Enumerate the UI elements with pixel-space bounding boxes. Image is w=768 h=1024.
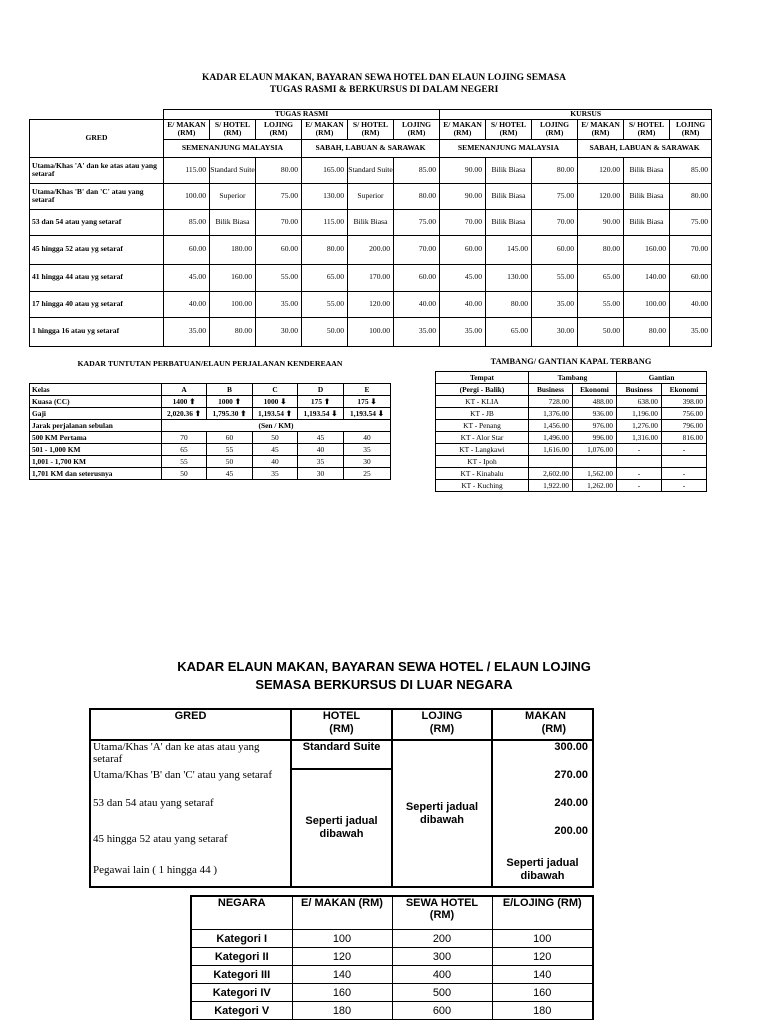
value-cell: 75.00 <box>670 209 712 235</box>
table-row <box>436 444 707 456</box>
fare-cell: 976.00 <box>573 420 617 432</box>
value-cell: 140 <box>292 966 392 984</box>
hotel-standard-suite: Standard Suite <box>291 740 392 769</box>
group-kursus: KURSUS <box>440 110 712 120</box>
col-lojing: LOJING (RM) <box>394 119 440 139</box>
value-cell: 35.00 <box>670 317 712 346</box>
value-cell: 300 <box>392 948 492 966</box>
gred-cell: 53 dan 54 atau yang setaraf <box>90 797 291 825</box>
value-cell: 180.00 <box>210 235 256 264</box>
row-label: 1,001 - 1,700 KM <box>30 456 162 468</box>
value-cell: 1000 ⬇ <box>253 396 298 408</box>
value-cell: 70.00 <box>440 209 486 235</box>
category-cell: Kategori II <box>191 948 292 966</box>
value-cell: B <box>207 384 253 396</box>
value-cell: 70.00 <box>670 235 712 264</box>
makan-cell: 270.00 <box>492 769 593 797</box>
category-cell: Kategori V <box>191 1002 292 1020</box>
value-cell: 50.00 <box>302 317 348 346</box>
value-cell: Superior <box>210 183 256 209</box>
makan-cell: 300.00 <box>492 740 593 769</box>
value-cell: 1,193.54 ⬆ <box>253 408 298 420</box>
value-cell: 115.00 <box>302 209 348 235</box>
value-cell: 180 <box>492 1002 593 1020</box>
h-pergi-balik: (Pergi - Balik) <box>436 384 529 396</box>
gred-cell: Utama/Khas 'A' dan ke atas atau yang setaraf <box>30 157 164 183</box>
value-cell: 120 <box>492 948 593 966</box>
fare-cell: 1,196.00 <box>617 408 662 420</box>
table-row <box>30 183 712 209</box>
value-cell: 75.00 <box>394 209 440 235</box>
value-cell: 200 <box>392 930 492 948</box>
value-cell: 160 <box>492 984 593 1002</box>
gred-cell: Utama/Khas 'B' dan 'C' atau yang setaraf <box>30 183 164 209</box>
row-label: 500 KM Pertama <box>30 432 162 444</box>
makan-cell: 240.00 <box>492 797 593 825</box>
gred-cell: 45 hingga 52 atau yg setaraf <box>30 235 164 264</box>
fare-cell: 1,076.00 <box>573 444 617 456</box>
value-cell: 80.00 <box>624 317 670 346</box>
col-lojing: LOJING (RM) <box>532 119 578 139</box>
fare-cell: 398.00 <box>662 396 707 408</box>
gred-cell: Utama/Khas 'B' dan 'C' atau yang setaraf <box>90 769 291 797</box>
place-cell: KT - KLIA <box>436 396 529 408</box>
value-cell: 175 ⬆ <box>298 396 344 408</box>
value-cell: 160 <box>292 984 392 1002</box>
value-cell: 2,020.36 ⬆ <box>162 408 207 420</box>
value-cell: Bilik Biasa <box>624 157 670 183</box>
value-cell: 85.00 <box>394 157 440 183</box>
value-cell: 120.00 <box>578 157 624 183</box>
value-cell: 115.00 <box>164 157 210 183</box>
fare-cell: 796.00 <box>662 420 707 432</box>
value-cell: 45 <box>207 468 253 480</box>
value-cell: Standard Suite <box>348 157 394 183</box>
value-cell: 30 <box>298 468 344 480</box>
mileage-table <box>29 383 391 480</box>
value-cell: 120 <box>292 948 392 966</box>
row-label: 501 - 1,000 KM <box>30 444 162 456</box>
value-cell: 80.00 <box>578 235 624 264</box>
value-cell: 55.00 <box>256 264 302 291</box>
value-cell: 160.00 <box>624 235 670 264</box>
doc4-title-line2: SEMASA BERKURSUS DI LUAR NEGARA <box>255 677 513 692</box>
table-row <box>30 468 391 480</box>
place-cell: KT - Kuching <box>436 480 529 492</box>
value-cell: 70 <box>162 432 207 444</box>
fare-cell: 1,616.00 <box>529 444 573 456</box>
value-cell: 140.00 <box>624 264 670 291</box>
value-cell: 45.00 <box>164 264 210 291</box>
place-cell: KT - Penang <box>436 420 529 432</box>
place-cell: KT - Kinabalu <box>436 468 529 480</box>
fare-cell <box>662 456 707 468</box>
value-cell: 50 <box>162 468 207 480</box>
value-cell: 80.00 <box>394 183 440 209</box>
value-cell: 30.00 <box>256 317 302 346</box>
col-e-lojing: E/LOJING (RM) <box>492 896 593 930</box>
value-cell: 70.00 <box>532 209 578 235</box>
fare-cell: 756.00 <box>662 408 707 420</box>
value-cell: 175 ⬇ <box>344 396 391 408</box>
fare-cell <box>617 456 662 468</box>
h-business: Business <box>617 384 662 396</box>
h-tempat: Tempat <box>436 372 529 384</box>
table-row <box>30 432 391 444</box>
value-cell: 1,795.30 ⬆ <box>207 408 253 420</box>
value-cell: 25 <box>344 468 391 480</box>
gred-cell: Pegawai lain ( 1 hingga 44 ) <box>90 853 291 887</box>
value-cell: 60.00 <box>440 235 486 264</box>
region-sabah: SABAH, LABUAN & SARAWAK <box>302 139 440 157</box>
value-cell: 50 <box>253 432 298 444</box>
fare-cell: - <box>662 444 707 456</box>
table-row <box>436 432 707 444</box>
value-cell: 90.00 <box>440 183 486 209</box>
col-lojing: LOJING (RM) <box>392 709 492 740</box>
value-cell: Bilik Biasa <box>348 209 394 235</box>
value-cell: 145.00 <box>486 235 532 264</box>
value-cell: 100 <box>492 930 593 948</box>
value-cell: 85.00 <box>164 209 210 235</box>
value-cell: 50 <box>207 456 253 468</box>
header-row <box>30 384 391 396</box>
fare-cell: - <box>662 480 707 492</box>
value-cell: 60.00 <box>532 235 578 264</box>
value-cell: 40 <box>344 432 391 444</box>
table-row <box>30 444 391 456</box>
col-makan: E/ MAKAN (RM) <box>164 119 210 139</box>
gred-cell: 1 hingga 16 atau yg setaraf <box>30 317 164 346</box>
value-cell: 35 <box>253 468 298 480</box>
table-row <box>436 456 707 468</box>
h-tambang: Tambang <box>529 372 617 384</box>
value-cell: A <box>162 384 207 396</box>
value-cell: Bilik Biasa <box>210 209 256 235</box>
kuasa-row <box>30 396 391 408</box>
col-hotel: S/ HOTEL (RM) <box>486 119 532 139</box>
fare-cell: - <box>617 444 662 456</box>
table-row <box>30 456 391 468</box>
gred-cell: Utama/Khas 'A' dan ke atas atau yang setaraf <box>90 740 291 769</box>
value-cell: 100 <box>292 930 392 948</box>
fare-cell: 816.00 <box>662 432 707 444</box>
col-gred: GRED <box>90 709 291 740</box>
value-cell: 40.00 <box>440 291 486 317</box>
table-row <box>436 396 707 408</box>
table-row <box>191 948 593 966</box>
value-cell: 35 <box>298 456 344 468</box>
h-gantian: Gantian <box>617 372 707 384</box>
value-cell: 80.00 <box>256 157 302 183</box>
value-cell: 65 <box>162 444 207 456</box>
table-row <box>436 480 707 492</box>
value-cell: 100.00 <box>164 183 210 209</box>
col-lojing: LOJING (RM) <box>670 119 712 139</box>
value-cell: 100.00 <box>624 291 670 317</box>
fare-cell: - <box>617 480 662 492</box>
gred-cell: 17 hingga 40 atau yg setaraf <box>30 291 164 317</box>
value-cell: 65.00 <box>486 317 532 346</box>
value-cell: 60.00 <box>670 264 712 291</box>
place-cell: KT - Alor Star <box>436 432 529 444</box>
place-cell: KT - Langkawi <box>436 444 529 456</box>
row-label: Jarak perjalanan sebulan <box>30 420 162 432</box>
value-cell: 70.00 <box>256 209 302 235</box>
value-cell: 55 <box>162 456 207 468</box>
table-row <box>191 1002 593 1020</box>
value-cell: 130.00 <box>302 183 348 209</box>
region-sabah: SABAH, LABUAN & SARAWAK <box>578 139 712 157</box>
fare-cell: 936.00 <box>573 408 617 420</box>
place-cell: KT - JB <box>436 408 529 420</box>
value-cell: 140 <box>492 966 593 984</box>
value-cell: 60.00 <box>164 235 210 264</box>
col-hotel: HOTEL (RM) <box>291 709 392 740</box>
value-cell: 40 <box>253 456 298 468</box>
table-row <box>436 408 707 420</box>
value-cell: 35.00 <box>394 317 440 346</box>
col-hotel: S/ HOTEL (RM) <box>624 119 670 139</box>
value-cell: 55.00 <box>532 264 578 291</box>
value-cell: 160.00 <box>210 264 256 291</box>
doc4-title-line1: KADAR ELAUN MAKAN, BAYARAN SEWA HOTEL / ELAUN LOJING <box>177 659 591 674</box>
category-cell: Kategori III <box>191 966 292 984</box>
value-cell: 170.00 <box>348 264 394 291</box>
fare-cell: 1,376.00 <box>529 408 573 420</box>
value-cell: 35.00 <box>532 291 578 317</box>
region-semenanjung: SEMENANJUNG MALAYSIA <box>440 139 578 157</box>
value-cell: Standard Suite <box>210 157 256 183</box>
col-lojing: LOJING (RM) <box>256 119 302 139</box>
fare-cell <box>529 456 573 468</box>
value-cell: 65.00 <box>578 264 624 291</box>
fare-cell <box>573 456 617 468</box>
fare-cell: 728.00 <box>529 396 573 408</box>
value-cell: 180 <box>292 1002 392 1020</box>
gred-cell: 41 hingga 44 atau yg setaraf <box>30 264 164 291</box>
value-cell: 1000 ⬆ <box>207 396 253 408</box>
h-business: Business <box>529 384 573 396</box>
fare-cell: - <box>662 468 707 480</box>
table-row <box>191 984 593 1002</box>
value-cell: 55.00 <box>578 291 624 317</box>
doc1-title-line1: KADAR ELAUN MAKAN, BAYARAN SEWA HOTEL DAN ELAUN LOJING SEMASA <box>201 73 567 83</box>
value-cell: 50.00 <box>578 317 624 346</box>
value-cell: D <box>298 384 344 396</box>
col-e-makan: E/ MAKAN (RM) <box>292 896 392 930</box>
value-cell: 35.00 <box>164 317 210 346</box>
value-cell: 60.00 <box>256 235 302 264</box>
value-cell: 600 <box>392 1002 492 1020</box>
gaji-row <box>30 408 391 420</box>
value-cell: Bilik Biasa <box>624 183 670 209</box>
value-cell: 120.00 <box>348 291 394 317</box>
value-cell: 40.00 <box>394 291 440 317</box>
value-cell: 80.00 <box>210 317 256 346</box>
col-hotel: S/ HOTEL (RM) <box>210 119 256 139</box>
value-cell: 40 <box>298 444 344 456</box>
category-cell: Kategori I <box>191 930 292 948</box>
value-cell: 100.00 <box>348 317 394 346</box>
fare-cell: 1,496.00 <box>529 432 573 444</box>
value-cell: 500 <box>392 984 492 1002</box>
row-label: Gaji <box>30 408 162 420</box>
value-cell: Bilik Biasa <box>624 209 670 235</box>
fare-cell: 1,316.00 <box>617 432 662 444</box>
value-cell: 75.00 <box>256 183 302 209</box>
value-cell: 1,193.54 ⬇ <box>344 408 391 420</box>
table-row <box>30 291 712 317</box>
value-cell: C <box>253 384 298 396</box>
place-cell: KT - Ipoh <box>436 456 529 468</box>
value-cell: 100.00 <box>210 291 256 317</box>
col-makan: MAKAN (RM) <box>492 709 593 740</box>
gred-cell: 53 dan 54 atau yang setaraf <box>30 209 164 235</box>
value-cell: 90.00 <box>578 209 624 235</box>
value-cell: 45 <box>298 432 344 444</box>
value-cell: Bilik Biasa <box>486 183 532 209</box>
fare-cell: - <box>617 468 662 480</box>
local-allowance-table <box>29 109 712 347</box>
table-row <box>30 209 712 235</box>
row-label: Kuasa (CC) <box>30 396 162 408</box>
value-cell: 120.00 <box>578 183 624 209</box>
col-makan: E/ MAKAN (RM) <box>302 119 348 139</box>
unit-label: (Sen / KM) <box>162 420 391 432</box>
value-cell: 165.00 <box>302 157 348 183</box>
makan-cell: Seperti jadual dibawah <box>492 853 593 887</box>
value-cell: 40.00 <box>670 291 712 317</box>
value-cell: 75.00 <box>532 183 578 209</box>
value-cell: 200.00 <box>348 235 394 264</box>
fare-cell: 2,602.00 <box>529 468 573 480</box>
table-row <box>436 468 707 480</box>
value-cell: 1,193.54 ⬇ <box>298 408 344 420</box>
row-label: Kelas <box>30 384 162 396</box>
value-cell: 1400 ⬆ <box>162 396 207 408</box>
jarak-row <box>30 420 391 432</box>
col-makan: E/ MAKAN (RM) <box>440 119 486 139</box>
value-cell: 90.00 <box>440 157 486 183</box>
value-cell: 40.00 <box>164 291 210 317</box>
value-cell: 70.00 <box>394 235 440 264</box>
value-cell: 55 <box>207 444 253 456</box>
table-row <box>30 264 712 291</box>
value-cell: 55.00 <box>302 291 348 317</box>
table-row <box>30 235 712 264</box>
fare-cell: 996.00 <box>573 432 617 444</box>
region-semenanjung: SEMENANJUNG MALAYSIA <box>164 139 302 157</box>
value-cell: Bilik Biasa <box>486 157 532 183</box>
mileage-title: KADAR TUNTUTAN PERBATUAN/ELAUN PERJALANAN KENDEREAAN <box>77 359 343 368</box>
value-cell: 60.00 <box>394 264 440 291</box>
table-row <box>191 930 593 948</box>
country-category-table <box>190 895 594 1020</box>
h-ekonomi: Ekonomi <box>662 384 707 396</box>
table-row <box>436 420 707 432</box>
fare-cell: 1,562.00 <box>573 468 617 480</box>
col-negara: NEGARA <box>191 896 292 930</box>
value-cell: E <box>344 384 391 396</box>
value-cell: 80.00 <box>302 235 348 264</box>
fare-cell: 1,262.00 <box>573 480 617 492</box>
row-label: 1,701 KM dan seterusnya <box>30 468 162 480</box>
value-cell: 400 <box>392 966 492 984</box>
makan-cell: 200.00 <box>492 825 593 853</box>
fare-cell: 488.00 <box>573 396 617 408</box>
value-cell: 60 <box>207 432 253 444</box>
group-tugas-rasmi: TUGAS RASMI <box>164 110 440 120</box>
value-cell: 65.00 <box>302 264 348 291</box>
value-cell: 45.00 <box>440 264 486 291</box>
lojing-cell: Seperti jadual dibawah <box>392 740 492 887</box>
fare-cell: 1,276.00 <box>617 420 662 432</box>
value-cell: 130.00 <box>486 264 532 291</box>
fare-cell: 1,456.00 <box>529 420 573 432</box>
gred-cell: 45 hingga 52 atau yang setaraf <box>90 825 291 853</box>
col-makan: E/ MAKAN (RM) <box>578 119 624 139</box>
overseas-allowance-table <box>89 708 594 888</box>
fare-cell: 1,922.00 <box>529 480 573 492</box>
value-cell: 30.00 <box>532 317 578 346</box>
value-cell: 45 <box>253 444 298 456</box>
value-cell: 35 <box>344 444 391 456</box>
doc1-title-line2: TUGAS RASMI & BERKURSUS DI DALAM NEGERI <box>269 85 499 95</box>
value-cell: Superior <box>348 183 394 209</box>
hotel-cell: Seperti jadual dibawah <box>291 769 392 887</box>
airfare-table <box>435 371 707 492</box>
value-cell: 30 <box>344 456 391 468</box>
fare-cell: 638.00 <box>617 396 662 408</box>
value-cell: 35.00 <box>440 317 486 346</box>
value-cell: 80.00 <box>532 157 578 183</box>
value-cell: 35.00 <box>256 291 302 317</box>
value-cell: 80.00 <box>670 183 712 209</box>
col-hotel: S/ HOTEL (RM) <box>348 119 394 139</box>
table-row <box>191 966 593 984</box>
value-cell: 80.00 <box>486 291 532 317</box>
category-cell: Kategori IV <box>191 984 292 1002</box>
value-cell: 85.00 <box>670 157 712 183</box>
table-row <box>30 157 712 183</box>
value-cell: Bilik Biasa <box>486 209 532 235</box>
h-ekonomi: Ekonomi <box>573 384 617 396</box>
col-sewa-hotel: SEWA HOTEL (RM) <box>392 896 492 930</box>
airfare-title: TAMBANG/ GANTIAN KAPAL TERBANG <box>490 357 652 366</box>
table-row <box>30 317 712 346</box>
col-gred: GRED <box>30 119 164 157</box>
